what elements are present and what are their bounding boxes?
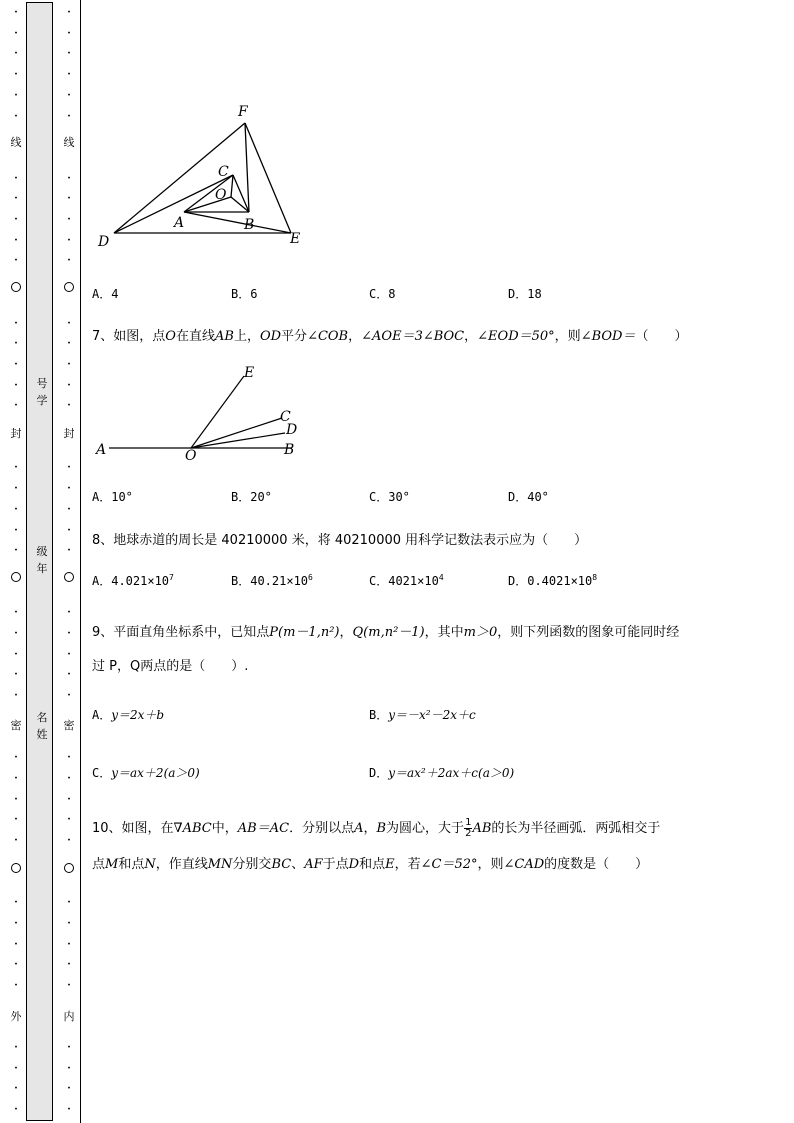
- binding-dot: ·: [14, 835, 18, 846]
- q7-text: ，: [464, 329, 478, 344]
- q10-equality: AB＝AC: [237, 821, 290, 836]
- q10-text: 、: [291, 857, 305, 872]
- q7-number: 7、: [92, 329, 114, 344]
- ray-OC: [191, 418, 282, 448]
- q9-text: ，: [339, 625, 353, 640]
- q10-text: 分别交: [232, 857, 272, 872]
- binding-dot: ·: [67, 400, 71, 412]
- label-B: B: [284, 442, 295, 458]
- binding-dot: ·: [67, 545, 71, 557]
- binding-dot: ·: [14, 48, 18, 60]
- q9-question-line2: 过 P，Q两点的是（ ）.: [92, 659, 249, 674]
- q7-answer-blank: （ ）: [635, 329, 688, 344]
- q8-option-c[interactable]: [369, 572, 444, 589]
- field-name: 名姓: [36, 711, 48, 741]
- binding-dot: ·: [14, 917, 18, 929]
- binding-dot: ·: [67, 462, 71, 474]
- binding-dot: ·: [67, 338, 71, 350]
- inner-label-feng: 封: [63, 427, 75, 440]
- q7-text: ，: [348, 329, 362, 344]
- label-B: B: [244, 217, 255, 233]
- q7-text: 在直线: [175, 329, 215, 344]
- q10-segment-bc: BC: [271, 857, 292, 872]
- binding-dot: ·: [67, 483, 71, 495]
- outer-label-xian: 线: [10, 136, 22, 149]
- q10-angle-cad: ∠CAD: [503, 857, 545, 872]
- binding-dot: ·: [67, 48, 71, 60]
- binding-dot: ·: [14, 400, 18, 412]
- binding-dot: ·: [67, 7, 71, 18]
- q9-option-c-expr: y＝ax＋2(a＞0): [111, 766, 200, 780]
- ray-OD: [191, 433, 285, 448]
- binding-dot: ·: [14, 1083, 18, 1095]
- q10-question-line1: [92, 817, 660, 839]
- q7-option-d[interactable]: D．40°: [508, 490, 549, 504]
- binding-dot: ·: [67, 979, 71, 991]
- q7-ray-od: OD: [259, 329, 282, 344]
- q8-option-a-text: A．4.021×10: [92, 574, 170, 588]
- q10-question-line2: [92, 853, 648, 872]
- q6-figure: [92, 100, 322, 250]
- binding-dot: ·: [14, 752, 18, 764]
- q10-text: 为圆心，大于: [386, 821, 465, 836]
- q10-point-d: D: [348, 857, 360, 872]
- binding-dot: ·: [67, 648, 71, 660]
- q9-point-q: Q(m,n²－1): [352, 625, 425, 640]
- q6-option-a[interactable]: A．4: [92, 287, 119, 301]
- q6-option-d[interactable]: D．18: [508, 287, 542, 301]
- fraction-numerator: 1: [465, 817, 472, 828]
- line-EA: [184, 212, 291, 233]
- binding-dot: ·: [14, 338, 18, 350]
- binding-dot: ·: [14, 648, 18, 660]
- q9-text: ，其中: [424, 625, 464, 640]
- q8-option-b-exp: 6: [308, 573, 313, 582]
- binding-dot: ·: [14, 172, 18, 184]
- binding-dot: ·: [67, 1042, 71, 1053]
- label-A: A: [174, 215, 185, 231]
- binding-dot: ·: [67, 234, 71, 246]
- q7-option-a[interactable]: A．10°: [92, 490, 133, 504]
- q7-option-c[interactable]: C．30°: [369, 490, 410, 504]
- binding-dot: ·: [67, 358, 71, 370]
- binding-dot: ·: [67, 690, 71, 702]
- q10-angle-c: ∠C＝52°: [420, 857, 478, 872]
- q10-segment-ab: AB: [472, 821, 492, 836]
- q6-option-c[interactable]: C．8: [369, 287, 396, 301]
- binding-dot: ·: [14, 772, 18, 784]
- binding-dot: ·: [67, 793, 71, 805]
- binding-dot: ·: [67, 938, 71, 950]
- q10-text: 的长为半径画弧．两弧相交于: [491, 821, 661, 836]
- q7-text: 如图，点: [113, 329, 166, 344]
- label-F: F: [238, 104, 248, 120]
- outer-label-feng: 封: [10, 427, 22, 440]
- binding-dot: ·: [14, 690, 18, 702]
- q9-option-a-expr: y＝2x＋b: [111, 708, 165, 722]
- q7-angle-cob: ∠COB: [307, 329, 349, 344]
- label-O: O: [215, 187, 227, 203]
- q10-triangle: ∇ABC: [173, 821, 212, 836]
- q8-option-b-text: B．40.21×10: [231, 574, 309, 588]
- binding-dot: ·: [14, 110, 18, 122]
- binding-dot: ·: [67, 628, 71, 639]
- q8-option-d-text: D．0.4021×10: [508, 574, 593, 588]
- outer-circle-1: [11, 282, 21, 292]
- q9-option-d-expr: y＝ax²＋2ax＋c(a＞0): [388, 766, 515, 780]
- binding-dot: ·: [14, 897, 18, 909]
- binding-dot: ·: [14, 89, 18, 101]
- q10-text: ，: [363, 821, 377, 836]
- q10-point-b: B: [376, 821, 387, 836]
- label-E: E: [290, 231, 301, 247]
- label-E: E: [244, 365, 255, 381]
- binding-dot: ·: [67, 607, 71, 619]
- q7-figure: [92, 362, 312, 467]
- label-O: O: [185, 448, 197, 464]
- binding-dots-inner: [63, 0, 75, 1123]
- inner-circle-3: [64, 863, 74, 873]
- q10-segment-af: AF: [304, 857, 323, 872]
- q10-line-mn: MN: [207, 857, 233, 872]
- binding-dot: ·: [14, 7, 18, 18]
- q8-option-c-text: C．4021×10: [369, 574, 439, 588]
- label-C: C: [218, 164, 229, 180]
- q7-option-b[interactable]: B．20°: [231, 490, 272, 504]
- q10-text: 的度数是（ ）: [544, 857, 649, 872]
- q9-option-d[interactable]: [369, 764, 514, 781]
- q9-option-c[interactable]: [92, 764, 200, 781]
- binding-dot: ·: [14, 607, 18, 619]
- q8-option-d-exp: 8: [592, 573, 598, 582]
- binding-dot: ·: [14, 524, 18, 536]
- q7-text: ，则: [554, 329, 581, 344]
- binding-dot: ·: [14, 669, 18, 681]
- binding-dot: ·: [14, 255, 18, 267]
- outer-label-wai: 外: [10, 1010, 22, 1023]
- q10-text: 和点: [118, 857, 145, 872]
- binding-dot: ·: [14, 234, 18, 246]
- binding-dot: ·: [67, 27, 71, 39]
- binding-dot: ·: [14, 959, 18, 971]
- outer-circle-3: [11, 863, 21, 873]
- inner-circle-1: [64, 282, 74, 292]
- q9-option-a-label: A．: [92, 708, 112, 722]
- q9-text: ，则下列函数的图象可能同时经: [497, 625, 680, 640]
- binding-dot: ·: [14, 1104, 18, 1116]
- binding-dot: ·: [14, 938, 18, 950]
- q9-point-p: P(m－1,n²): [269, 625, 340, 640]
- q9-condition: m＞0: [463, 625, 498, 640]
- binding-dot: ·: [67, 814, 71, 826]
- binding-dot: ·: [67, 1083, 71, 1095]
- binding-dot: ·: [14, 483, 18, 495]
- q10-point-e: E: [385, 857, 395, 872]
- binding-dot: ·: [67, 1062, 71, 1074]
- q7-question: [92, 325, 687, 344]
- q9-option-b-expr: y＝－x²－2x＋c: [388, 708, 476, 722]
- q10-point-a: A: [354, 821, 364, 836]
- inner-circle-2: [64, 572, 74, 582]
- binding-dot: ·: [14, 462, 18, 474]
- binding-dot: ·: [67, 172, 71, 184]
- binding-dot: ·: [67, 255, 71, 267]
- q10-text: 于点: [322, 857, 349, 872]
- fraction-denominator: 2: [465, 828, 472, 839]
- binding-divider-line: [80, 0, 81, 1123]
- q9-option-b[interactable]: [369, 706, 476, 723]
- binding-dot: ·: [67, 503, 71, 515]
- binding-dot: ·: [67, 917, 71, 929]
- field-class: 级年: [36, 545, 48, 575]
- q10-text: ，若: [394, 857, 421, 872]
- binding-dot: ·: [14, 193, 18, 205]
- field-student-number: 号学: [36, 377, 48, 407]
- q10-text: ，作直线: [155, 857, 208, 872]
- line-FB: [245, 123, 249, 212]
- binding-dot: ·: [14, 379, 18, 391]
- binding-dot: ·: [14, 793, 18, 805]
- binding-dot: ·: [14, 545, 18, 557]
- binding-dot: ·: [14, 1042, 18, 1053]
- binding-dot: ·: [14, 358, 18, 370]
- binding-dot: ·: [67, 897, 71, 909]
- q10-text: 和点: [359, 857, 386, 872]
- q8-option-a[interactable]: [92, 572, 174, 589]
- q10-text: 点: [92, 857, 106, 872]
- q6-option-b[interactable]: B．6: [231, 287, 258, 301]
- q8-option-d[interactable]: [508, 572, 597, 589]
- q8-question: 8、地球赤道的周长是 40210000 米，将 40210000 用科学记数法表示应为（ ）: [92, 533, 588, 548]
- q7-condition-aoe: ∠AOE＝3∠BOC: [361, 329, 465, 344]
- outer-circle-2: [11, 572, 21, 582]
- binding-dot: ·: [14, 1062, 18, 1074]
- binding-dot: ·: [14, 814, 18, 826]
- binding-dot: ·: [67, 669, 71, 681]
- binding-dot: ·: [67, 379, 71, 391]
- q7-text: 上，: [233, 329, 260, 344]
- q10-text: ，则: [477, 857, 504, 872]
- q10-text: 10、如图，在: [92, 821, 174, 836]
- binding-dot: ·: [67, 193, 71, 205]
- binding-margin: [0, 0, 82, 1123]
- binding-dot: ·: [14, 317, 18, 329]
- ray-OE: [191, 376, 244, 448]
- q7-text: 平分: [281, 329, 308, 344]
- label-D: D: [286, 422, 298, 438]
- binding-dot: ·: [14, 69, 18, 81]
- q9-text: 9、平面直角坐标系中，已知点: [92, 625, 270, 640]
- binding-dot: ·: [67, 752, 71, 764]
- q9-option-a[interactable]: [92, 706, 164, 723]
- inner-label-mi: 密: [63, 719, 75, 732]
- label-A: A: [96, 442, 107, 458]
- q7-line-ab: AB: [214, 329, 234, 344]
- binding-dot: ·: [67, 1104, 71, 1116]
- binding-dot: ·: [67, 524, 71, 536]
- binding-dot: ·: [14, 979, 18, 991]
- binding-dots-outer: [10, 0, 22, 1123]
- label-D: D: [98, 234, 110, 250]
- binding-dot: ·: [67, 69, 71, 81]
- q10-text: 中，: [211, 821, 238, 836]
- binding-dot: ·: [67, 959, 71, 971]
- binding-dot: ·: [67, 214, 71, 225]
- q8-option-a-exp: 7: [169, 573, 174, 582]
- q10-point-n: N: [144, 857, 156, 872]
- binding-dot: ·: [67, 835, 71, 846]
- binding-dot: ·: [14, 214, 18, 225]
- line-CO: [231, 175, 233, 197]
- q10-point-m: M: [105, 857, 119, 872]
- binding-dot: ·: [67, 110, 71, 122]
- q9-option-d-label: D．: [369, 766, 389, 780]
- q9-option-b-label: B．: [369, 708, 389, 722]
- binding-dot: ·: [67, 317, 71, 329]
- label-C: C: [280, 409, 291, 425]
- q7-point-o: O: [165, 329, 176, 344]
- binding-dot: ·: [14, 503, 18, 515]
- binding-dot: ·: [67, 89, 71, 101]
- q7-angle-bod: ∠BOD＝: [580, 329, 636, 344]
- outer-label-mi: 密: [10, 719, 22, 732]
- binding-dot: ·: [67, 772, 71, 784]
- q8-option-b[interactable]: [231, 572, 313, 589]
- inner-label-xian: 线: [63, 136, 75, 149]
- q7-condition-eod: ∠EOD＝50°: [477, 329, 555, 344]
- q9-option-c-label: C．: [92, 766, 112, 780]
- inner-label-nei: 内: [63, 1010, 75, 1023]
- binding-dot: ·: [14, 27, 18, 39]
- line-BC: [233, 175, 249, 212]
- q10-text: ．分别以点: [289, 821, 355, 836]
- q9-question-line1: [92, 621, 679, 640]
- q8-option-c-exp: 4: [438, 573, 444, 582]
- binding-dot: ·: [14, 628, 18, 639]
